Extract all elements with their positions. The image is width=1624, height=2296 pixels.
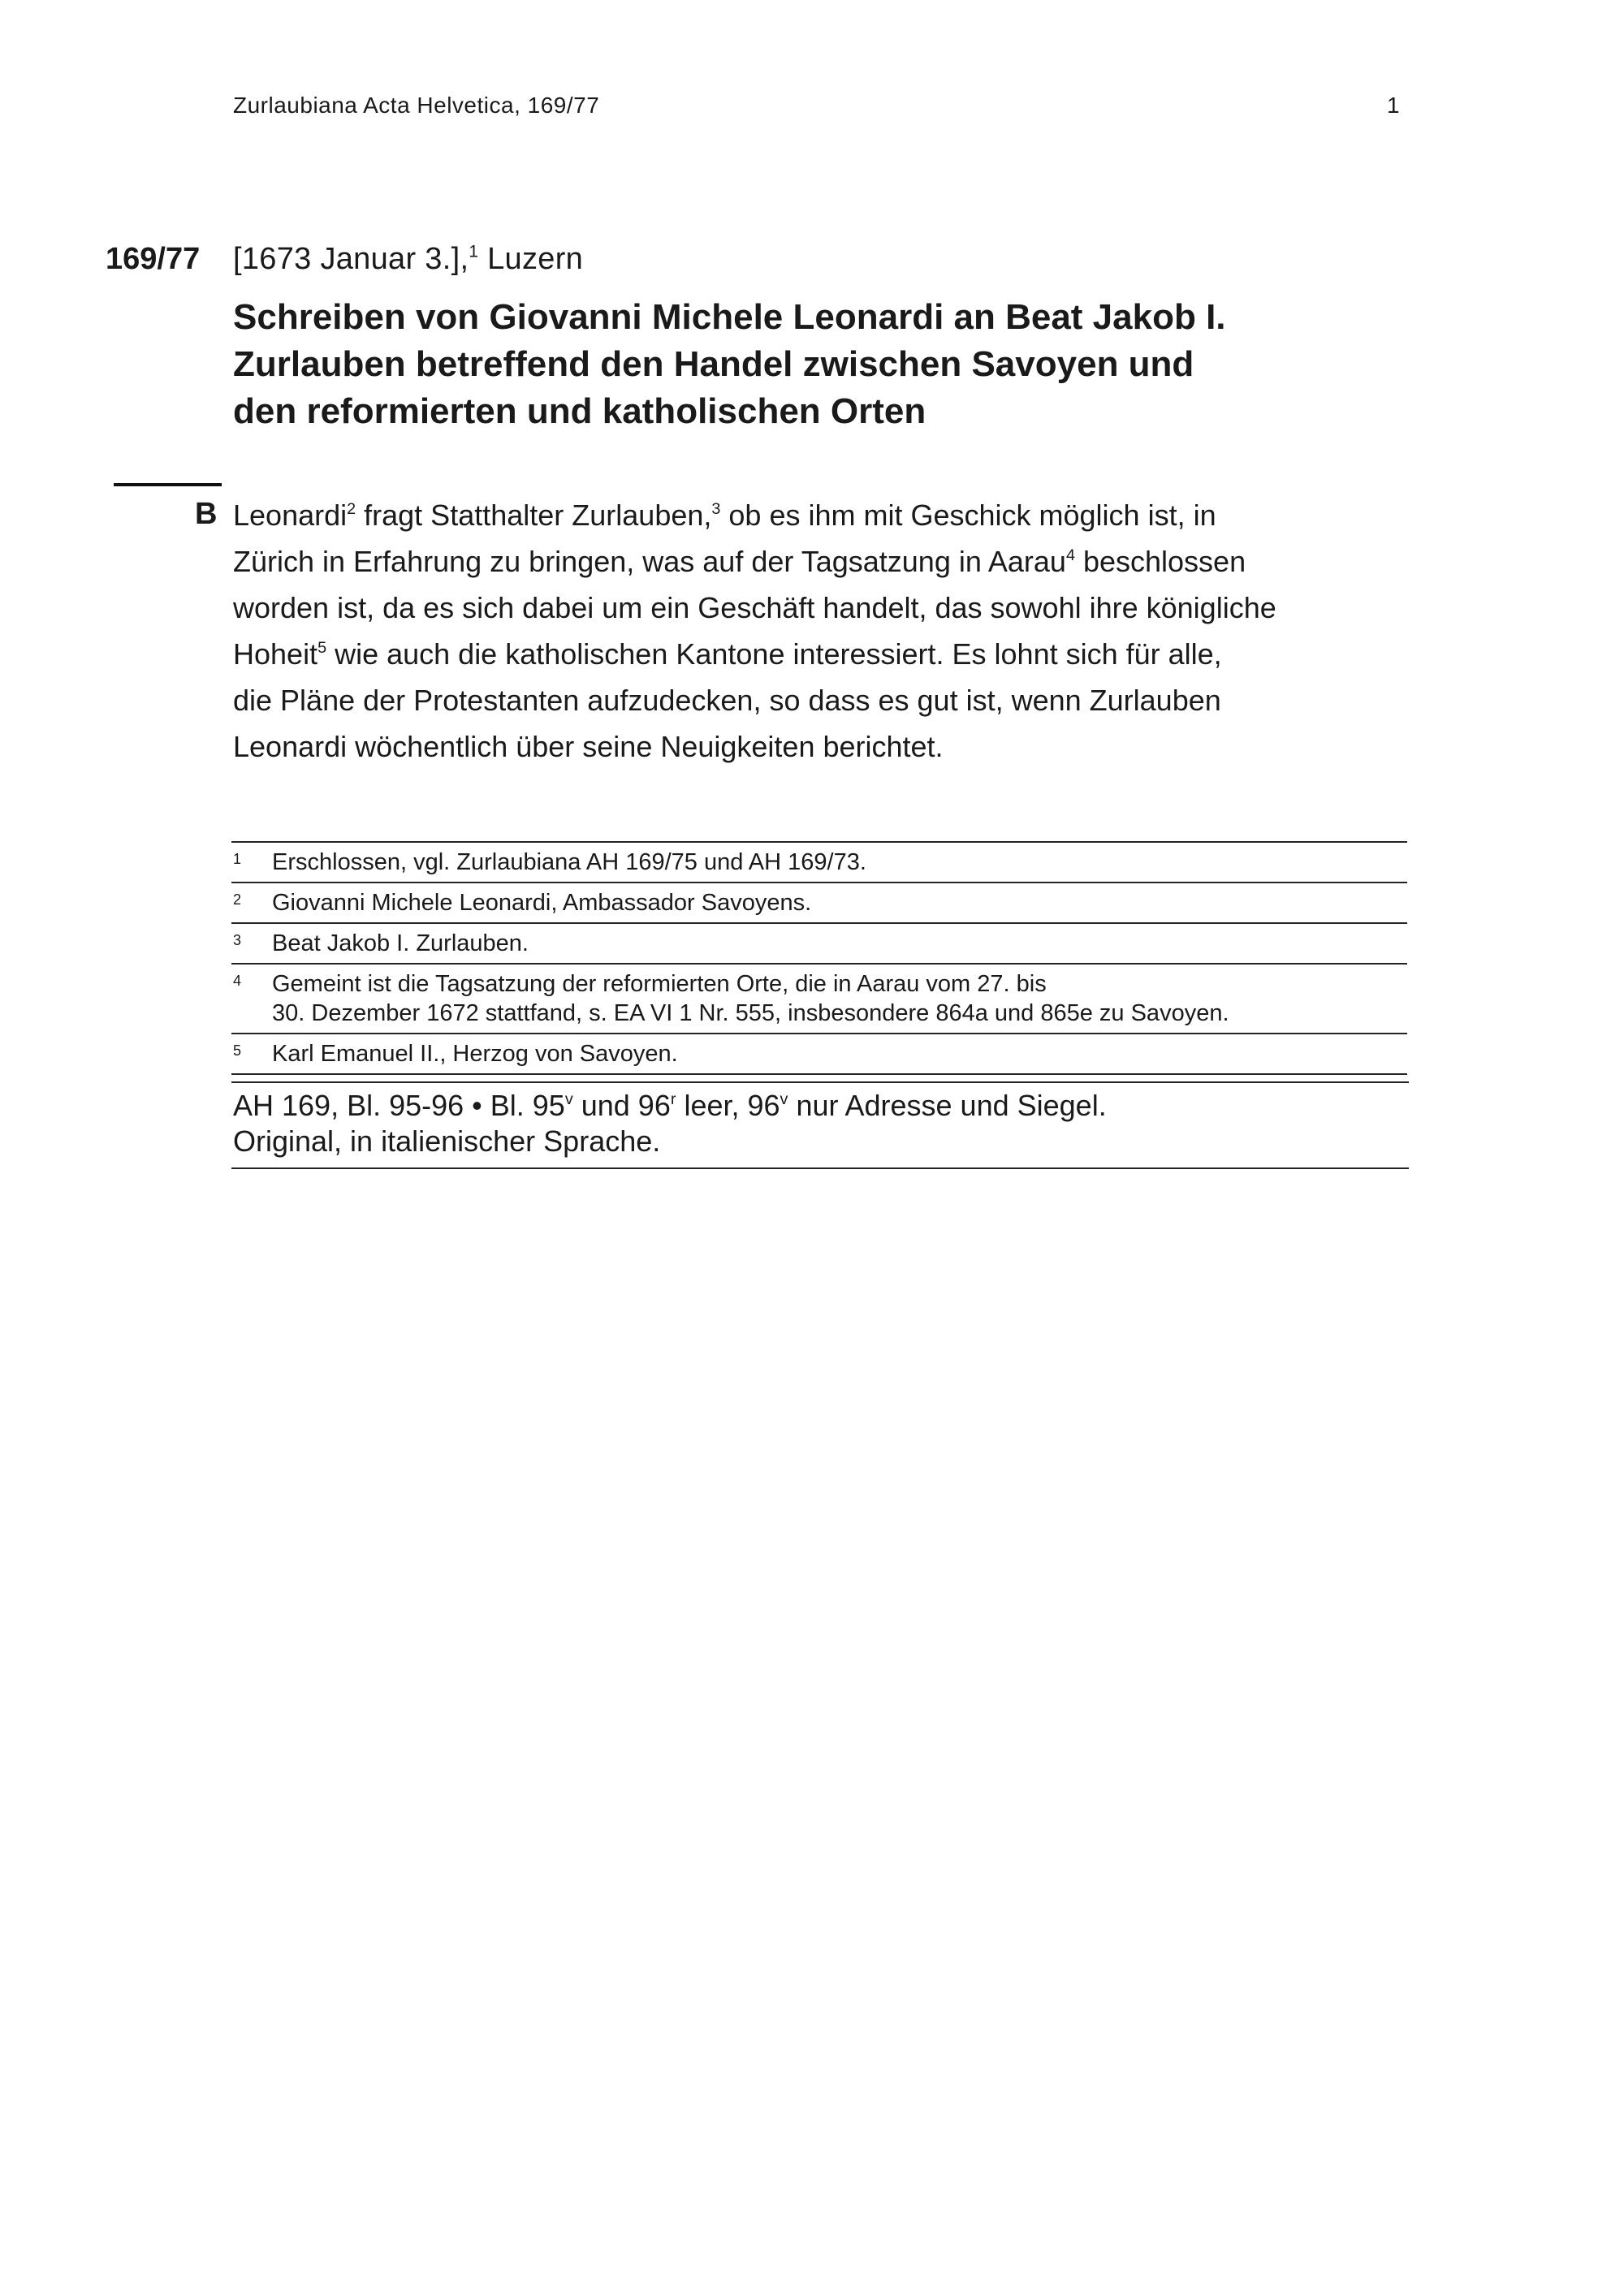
footnote-text: Giovanni Michele Leonardi, Ambassador Savoyens. [272, 890, 812, 916]
footnote-mark: 3 [233, 932, 242, 948]
footnote-ref[interactable]: 1 [469, 242, 479, 261]
footnote-ref[interactable]: 2 [347, 500, 356, 519]
superscript: r [670, 1090, 676, 1109]
regest-line [233, 631, 1419, 677]
text-fragment: wie auch die katholischen Kantone interessiert. Es lohnt sich für alle, [326, 637, 1222, 671]
footnote-mark: 5 [233, 1042, 242, 1059]
margin-rule [114, 483, 222, 486]
text-fragment: leer, 96 [676, 1089, 780, 1122]
regest-line: worden ist, da es sich dabei um ein Geschäft handelt, das sowohl ihre königliche [233, 591, 1276, 624]
title-line: den reformierten und katholischen Orten [233, 391, 926, 431]
document-date: [1673 Januar 3.], [233, 242, 469, 276]
text-fragment: Leonardi [233, 498, 348, 532]
version-marker: B [195, 497, 218, 531]
archival-line [233, 1088, 1409, 1124]
footnote-4 [231, 965, 1407, 1034]
title-line: Schreiben von Giovanni Michele Leonardi an Beat Jakob I. [233, 297, 1226, 337]
text-fragment: und 96 [572, 1089, 671, 1122]
footnote-text: Gemeint ist die Tagsatzung der reformierten Orte, die in Aarau vom 27. bis [272, 971, 1047, 997]
footnote-mark: 2 [233, 891, 242, 908]
text-fragment: beschlossen [1074, 545, 1246, 578]
running-head: Zurlaubiana Acta Helvetica, 169/77 [233, 93, 600, 118]
text-fragment: ob es ihm mit Geschick möglich ist, in [720, 498, 1216, 532]
footnote-mark: 1 [233, 851, 242, 867]
text-fragment: nur Adresse und Siegel. [788, 1089, 1107, 1122]
footnote-text: Erschlossen, vgl. Zurlaubiana AH 169/75 und AH 169/73. [272, 849, 866, 875]
text-fragment: fragt Statthalter Zurlauben, [356, 498, 712, 532]
footnote-text: 30. Dezember 1672 stattfand, s. EA VI 1 Nr. 555, insbesondere 864a und 865e zu Savoyen. [272, 1000, 1229, 1026]
footnote-2 [231, 883, 1407, 924]
text-fragment: AH 169, Bl. 95-96 • Bl. 95 [233, 1089, 565, 1122]
footnote-ref[interactable]: 5 [317, 639, 327, 658]
footnote-ref[interactable]: 4 [1065, 546, 1075, 565]
text-fragment: Hoheit [233, 637, 318, 671]
page-number: 1 [1387, 93, 1400, 118]
title-line: Zurlauben betreffend den Handel zwischen Savoyen und [233, 344, 1194, 384]
footnote-3 [231, 924, 1407, 965]
document-number: 169/77 [106, 242, 201, 276]
footnote-mark: 4 [233, 973, 242, 989]
date-place [233, 242, 583, 277]
regest-line [233, 538, 1419, 585]
regest-line [233, 492, 1419, 538]
regest-line: Leonardi wöchentlich über seine Neuigkeiten berichtet. [233, 730, 944, 763]
archival-line: Original, in italienischer Sprache. [233, 1124, 661, 1158]
document-title [233, 294, 1419, 435]
footnotes [231, 841, 1407, 1075]
footnote-text: Beat Jakob I. Zurlauben. [272, 930, 529, 956]
document-place: Luzern [487, 242, 584, 276]
archival-note [231, 1081, 1409, 1169]
text-fragment: Zürich in Erfahrung zu bringen, was auf der Tagsatzung in Aarau [233, 545, 1066, 578]
superscript: v [564, 1090, 573, 1109]
regest-text [233, 492, 1419, 770]
footnote-1 [231, 843, 1407, 883]
footnote-5 [231, 1034, 1407, 1075]
superscript: v [780, 1090, 788, 1109]
regest-line: die Pläne der Protestanten aufzudecken, so dass es gut ist, wenn Zurlauben [233, 684, 1221, 717]
footnote-ref[interactable]: 3 [711, 500, 721, 519]
footnote-text: Karl Emanuel II., Herzog von Savoyen. [272, 1041, 678, 1067]
